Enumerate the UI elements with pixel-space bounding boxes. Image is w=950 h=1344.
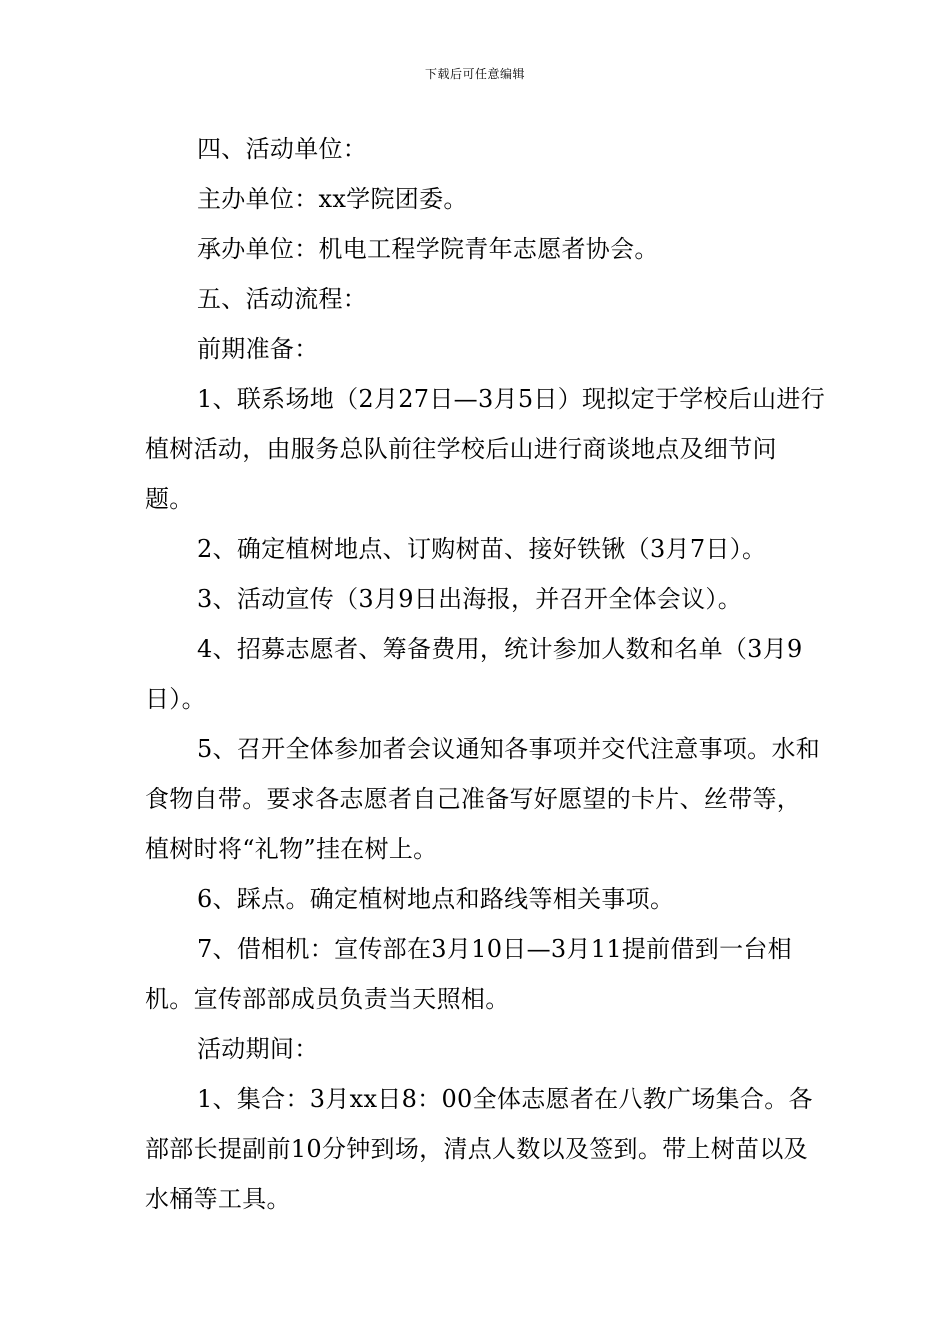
subheading-during-activity: 活动期间：	[197, 1035, 319, 1063]
prep-item-3: 3、活动宣传（3月9日出海报，并召开全体会议）。	[197, 585, 743, 613]
section-heading-units: 四、活动单位：	[197, 135, 368, 163]
prep-item-7: 7、借相机：宣传部在3月10日—3月11提前借到一台相机。宣传部部成员负责当天照相。	[145, 935, 792, 1013]
page-header-note: 下载后可任意编辑	[424, 67, 525, 81]
subheading-preparation: 前期准备：	[197, 335, 319, 363]
prep-item-4: 4、招募志愿者、筹备费用，统计参加人数和名单（3月9日）。	[145, 635, 803, 713]
section-heading-process: 五、活动流程：	[197, 285, 368, 313]
document-body	[145, 124, 825, 1224]
activity-item-1: 1、集合：3月xx日8：00全体志愿者在八教广场集合。各部部长提副前10分钟到场，清点人数以及签到。带上树苗以及水桶等工具。	[145, 1085, 813, 1213]
prep-item-5: 5、召开全体参加者会议通知各事项并交代注意事项。水和食物自带。要求各志愿者自己准备写好愿望的卡片、丝带等，植树时将“礼物”挂在树上。	[145, 735, 821, 863]
organizer-line: 主办单位：xx学院团委。	[197, 185, 468, 213]
prep-item-1: 1、联系场地（2月27日—3月5日）现拟定于学校后山进行植树活动，由服务总队前往学校后山进行商谈地点及细节问题。	[145, 385, 826, 513]
undertaker-line: 承办单位：机电工程学院青年志愿者协会。	[197, 235, 659, 263]
prep-item-6: 6、踩点。确定植树地点和路线等相关事项。	[197, 885, 675, 913]
prep-item-2: 2、确定植树地点、订购树苗、接好铁锹（3月7日）。	[197, 535, 767, 563]
